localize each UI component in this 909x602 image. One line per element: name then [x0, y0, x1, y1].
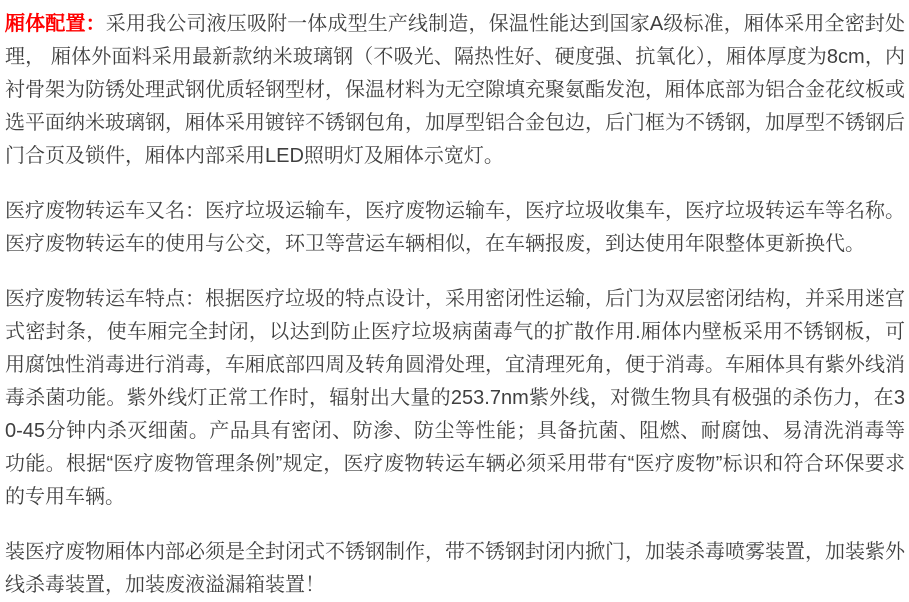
paragraph-text: 采用我公司液压吸附一体成型生产线制造，保温性能达到国家A级标准，厢体采用全密封处理， 厢体外面料采用最新款纳米玻璃钢（不吸光、隔热性好、硬度强、抗氧化），厢体厚度为8cm，内衬骨架为防锈处理武钢优质轻钢型材，保温材料为无空隙填充聚氨酯发泡，厢体底部为铝合金花纹板或选平面纳米玻璃钢，厢体采用镀锌不锈钢包角，加厚型铝合金包边，后门框为不锈钢，加厚型不锈钢后门合页及锁件，厢体内部采用LED照明灯及厢体示宽灯。: [5, 13, 906, 167]
paragraph-text: 医疗废物转运车特点：根据医疗垃圾的特点设计，采用密闭性运输，后门为双层密闭结构，并采用迷宫式密封条，使车厢完全封闭，以达到防止医疗垃圾病菌毒气的扩散作用.厢体内壁板采用不锈钢板，可用腐蚀性消毒进行消毒，车厢底部四周及转角圆滑处理，宜清理死角，便于消毒。车厢体具有紫外线消毒杀菌功能。紫外线灯正常工作时，辐射出大量的253.7nm紫外线，对微生物具有极强的杀伤力，在30-45分钟内杀灭细菌。产品具有密闭、防渗、防尘等性能；具备抗菌、阻燃、耐腐蚀、易清洗消毒等功能。根据“医疗废物管理条例”规定，医疗废物转运车辆必须采用带有“医疗废物”标识和符合环保要求的专用车辆。: [5, 288, 905, 508]
paragraph-vehicle-aliases: [5, 195, 905, 261]
paragraph-vehicle-features: [5, 283, 905, 514]
paragraph-text: 装医疗废物厢体内部必须是全封闭式不锈钢制作，带不锈钢封闭内掀门，加装杀毒喷雾装置，加装紫外线杀毒装置，加装废液溢漏箱装置！: [5, 541, 905, 596]
paragraph-box-configuration: [5, 8, 905, 173]
section-label: 厢体配置：: [5, 13, 106, 35]
paragraph-text: 医疗废物转运车又名：医疗垃圾运输车，医疗废物运输车，医疗垃圾收集车，医疗垃圾转运车等名称。医疗废物转运车的使用与公交，环卫等营运车辆相似，在车辆报废，到达使用年限整体更新换代。: [5, 200, 905, 255]
paragraph-interior-requirements: [5, 536, 905, 602]
